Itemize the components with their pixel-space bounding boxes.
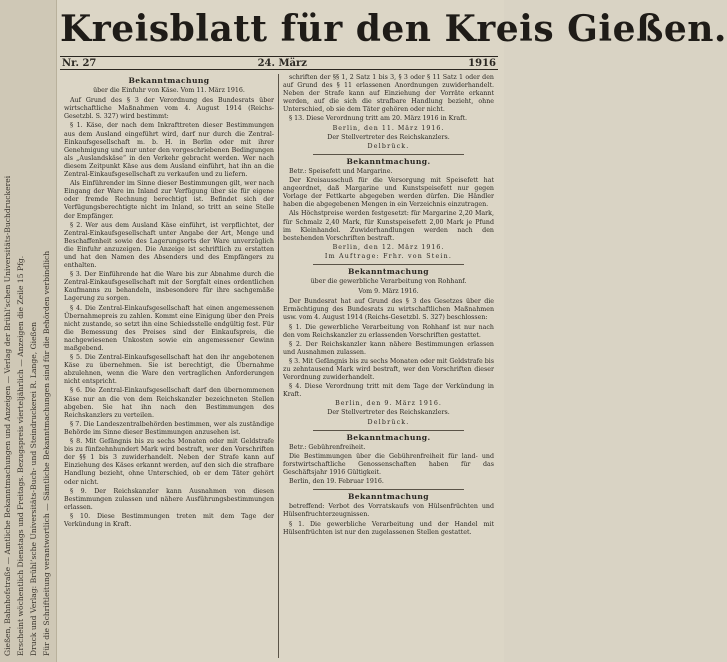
- paragraph: betreffend: Verbot des Vorratskaufs von Hülsenfrüchten und Hülsenfruchterzeugnissen.: [283, 503, 494, 519]
- subject-line: Betr.: Gebührenfreiheit.: [289, 443, 366, 451]
- issue-date: 24. März: [257, 58, 307, 69]
- dateline: [60, 56, 498, 70]
- section-divider: [313, 264, 464, 265]
- signatory-role: Der Stellvertreter des Reichskanzlers.: [327, 133, 450, 141]
- paragraph: Auf Grund des § 3 der Verordnung des Bundesrats über wirtschaftliche Maßnahmen vom 4. August 1914 (Reichs-Gesetzbl. S. 327) wird bestimmt:: [64, 97, 274, 121]
- subject-line: Betr.: Speisefett und Margarine.: [289, 167, 393, 175]
- section-title: Bekanntmachung: [347, 266, 430, 276]
- issue-number: Nr. 27: [62, 58, 97, 69]
- spine-column: Gießen, Bahnhofstraße — Amtliche Bekanntmachungen und Anzeigen — Verlag der Brühl’schen Universitäts-Buchdruckerei: [3, 175, 12, 656]
- signatory-role: Im Auftrage: Frhr. von Stein.: [324, 252, 453, 260]
- paragraph: § 9. Der Reichskanzler kann Ausnahmen von diesen Bestimmungen zulassen und nähere Ausführungsbestimmungen erlassen.: [64, 487, 274, 511]
- section-divider: [313, 489, 464, 490]
- place-date: Berlin, den 11. März 1916.: [332, 124, 445, 132]
- place-date: Berlin, den 12. März 1916.: [332, 243, 445, 251]
- section-subtitle: über die gewerbliche Verarbeitung von Rohhanf.: [310, 278, 467, 286]
- place-date: Berlin, den 9. März 1916.: [335, 400, 442, 408]
- paragraph: Als Höchstpreise werden festgesetzt: für Margarine 2,20 Mark, für Schmalz 2,40 Mark, für Kunstspeisefett 2,00 Mark je Pfund im Kleinhandel. Zuwiderhandlungen werden nach den bestehenden Vorschriften bestraft.: [283, 210, 494, 242]
- spine-column: Druck und Verlag: Brühl’sche Universitäts-Buch- und Steindruckerei R. Lange, Gießen: [29, 321, 38, 656]
- paragraph: § 10. Diese Bestimmungen treten mit dem Tage der Verkündung in Kraft.: [64, 512, 274, 528]
- paragraph: § 13. Diese Verordnung tritt am 20. März 1916 in Kraft.: [289, 115, 467, 123]
- right-column: [279, 74, 498, 658]
- issue-year: 1916: [468, 58, 496, 69]
- section-title: Bekanntmachung: [128, 76, 210, 85]
- paragraph: § 1. Die gewerbliche Verarbeitung von Rohhanf ist nur nach den vom Reichskanzler zu erlassenden Vorschriften gestattet.: [283, 323, 494, 339]
- section-title: Bekanntmachung.: [346, 432, 431, 442]
- section-divider: [313, 154, 464, 155]
- paragraph: § 3. Der Einführende hat die Ware bis zur Abnahme durch die Zentral-Einkaufsgesellschaft mit der Sorgfalt eines ordentlichen Kaufmanns zu behandeln, insbesondere für ihre sachgemäße Lagerung zu sorgen.: [64, 271, 274, 303]
- paragraph: schriften der §§ 1, 2 Satz 1 bis 3, § 3 oder § 11 Satz 1 oder den auf Grund des § 11 erlassenen Anordnungen zuwiderhandelt. Neben der Strafe kann auf Einziehung der Vorräte erkannt werden, auf die sich die strafbare Handlung bezieht, ohne Unterschied, ob sie dem Täter gehören oder nicht.: [283, 74, 494, 114]
- paragraph: Berlin, den 19. Februar 1916.: [289, 478, 384, 486]
- paragraph: Der Kreisausschuß für die Versorgung mit Speisefett hat angeordnet, daß Margarine und Kunstspeisefett nur gegen Vorlage der Fettkarte abgegeben werden dürfen. Die Händler haben die abgegebenen Mengen in ein Verzeichnis einzutragen.: [283, 177, 494, 209]
- paragraph: § 2. Der Reichskanzler kann nähere Bestimmungen erlassen und Ausnahmen zulassen.: [283, 340, 494, 356]
- paragraph: § 3. Mit Gefängnis bis zu sechs Monaten oder mit Geldstrafe bis zu zehntausend Mark wird bestraft, wer den Vorschriften dieser Verordnung zuwiderhandelt.: [283, 357, 494, 382]
- signatory-name: Delbrück.: [367, 418, 410, 426]
- paragraph: Die Bestimmungen über die Gebührenfreiheit für land- und forstwirtschaftliche Genossenschaften haben für das Geschäftsjahr 1916 Gültigkeit.: [283, 452, 494, 477]
- paragraph: § 5. Die Zentral-Einkaufsgesellschaft hat den ihr angebotenen Käse zu übernehmen. Sie ist berechtigt, die Übernahme abzulehnen, wenn die Ware den vertraglichen Anforderungen nicht entspricht.: [64, 354, 274, 386]
- article-columns: [60, 74, 498, 658]
- paragraph: § 2. Wer aus dem Ausland Käse einführt, ist verpflichtet, der Zentral-Einkaufsgesellschaft unter Angabe der Art, Menge und Beschaffenheit sowie des Lagerungsorts der Ware unverzüglich die Einfuhr anzuzeigen. Die Anzeige ist schriftlich zu erstatten und hat den Namen des Absenders und des Empfängers zu enthalten.: [64, 221, 274, 270]
- signatory-role: Der Stellvertreter des Reichskanzlers.: [327, 409, 450, 417]
- paragraph: § 7. Die Landeszentralbehörden bestimmen, wer als zuständige Behörde im Sinne dieser Bestimmungen anzusehen ist.: [64, 420, 274, 436]
- spine-column: Für die Schriftleitung verantwortlich — Sämtliche Bekanntmachungen sind für die Behörden verbindlich: [42, 250, 51, 656]
- section-title: Bekanntmachung.: [346, 156, 431, 166]
- spine-column: Erscheint wöchentlich Dienstags und Freitags. Bezugspreis vierteljährlich — Anzeigen die Zeile 15 Pfg.: [16, 255, 25, 656]
- paragraph: § 1. Die gewerbliche Verarbeitung und der Handel mit Hülsenfrüchten ist nur den zugelassenen Stellen gestattet.: [283, 520, 494, 536]
- paragraph: Als Einführender im Sinne dieser Bestimmungen gilt, wer nach Eingang der Ware im Inland zur Verfügung über sie für eigene oder fremde Rechnung berechtigt ist. Befindet sich der Verfügungsberechtigte nicht im Inland, so tritt an seine Stelle der Empfänger.: [64, 180, 274, 220]
- paragraph: § 8. Mit Gefängnis bis zu sechs Monaten oder mit Geldstrafe bis zu fünfzehnhundert Mark wird bestraft, wer den Vorschriften der §§ 1 bis 3 zuwiderhandelt. Neben der Strafe kann auf Einziehung des Käses erkannt werden, auf den sich die strafbare Handlung bezieht, ohne Unterschied, ob er dem Täter gehört oder nicht.: [64, 438, 274, 486]
- masthead-title: Kreisblatt für den Kreis Gießen.: [60, 8, 727, 50]
- section-date: Vom 9. März 1916.: [358, 288, 419, 296]
- left-column: [60, 74, 279, 658]
- spine-margin-text: [0, 0, 57, 662]
- signatory-name: Delbrück.: [367, 142, 410, 150]
- section-subtitle: über die Einfuhr von Käse. Vom 11. März 1916.: [93, 87, 245, 95]
- paragraph: § 6. Die Zentral-Einkaufsgesellschaft darf den übernommenen Käse nur an die von dem Reichskanzler bezeichneten Stellen abgeben. Sie hat ihn nach den Bestimmungen des Reichskanzlers zu verteilen.: [64, 387, 274, 419]
- paragraph: Der Bundesrat hat auf Grund des § 3 des Gesetzes über die Ermächtigung des Bundesrats zu wirtschaftlichen Maßnahmen usw. vom 4. August 1914 (Reichs-Gesetzbl. S. 327) beschlossen:: [283, 298, 494, 322]
- section-title: Bekanntmachung: [347, 492, 430, 502]
- section-divider: [313, 430, 464, 431]
- paragraph: § 4. Die Zentral-Einkaufsgesellschaft hat einen angemessenen Übernahmepreis zu zahlen. Kommt eine Einigung über den Preis nicht zustande, so setzt ihn eine Schiedsstelle endgültig fest. Für die Bemessung des Preises sind der Einkaufspreis, die nachgewiesenen Unkosten sowie ein angemessener Gewinn maßgebend.: [64, 304, 274, 352]
- paragraph: § 4. Diese Verordnung tritt mit dem Tage der Verkündung in Kraft.: [283, 383, 494, 399]
- paragraph: § 1. Käse, der nach dem Inkrafttreten dieser Bestimmungen aus dem Ausland eingeführt wird, darf nur durch die Zentral-Einkaufsgesellschaft m. b. H. in Berlin oder mit ihrer Genehmigung und nur unter den vorgeschriebenen Bedingungen als „Auslandskäse“ in den Verkehr gebracht werden. Wer nach diesem Zeitpunkt Käse aus dem Ausland einführt, hat ihn an die Zentral-Einkaufsgesellschaft zu verkaufen und zu liefern.: [64, 122, 274, 179]
